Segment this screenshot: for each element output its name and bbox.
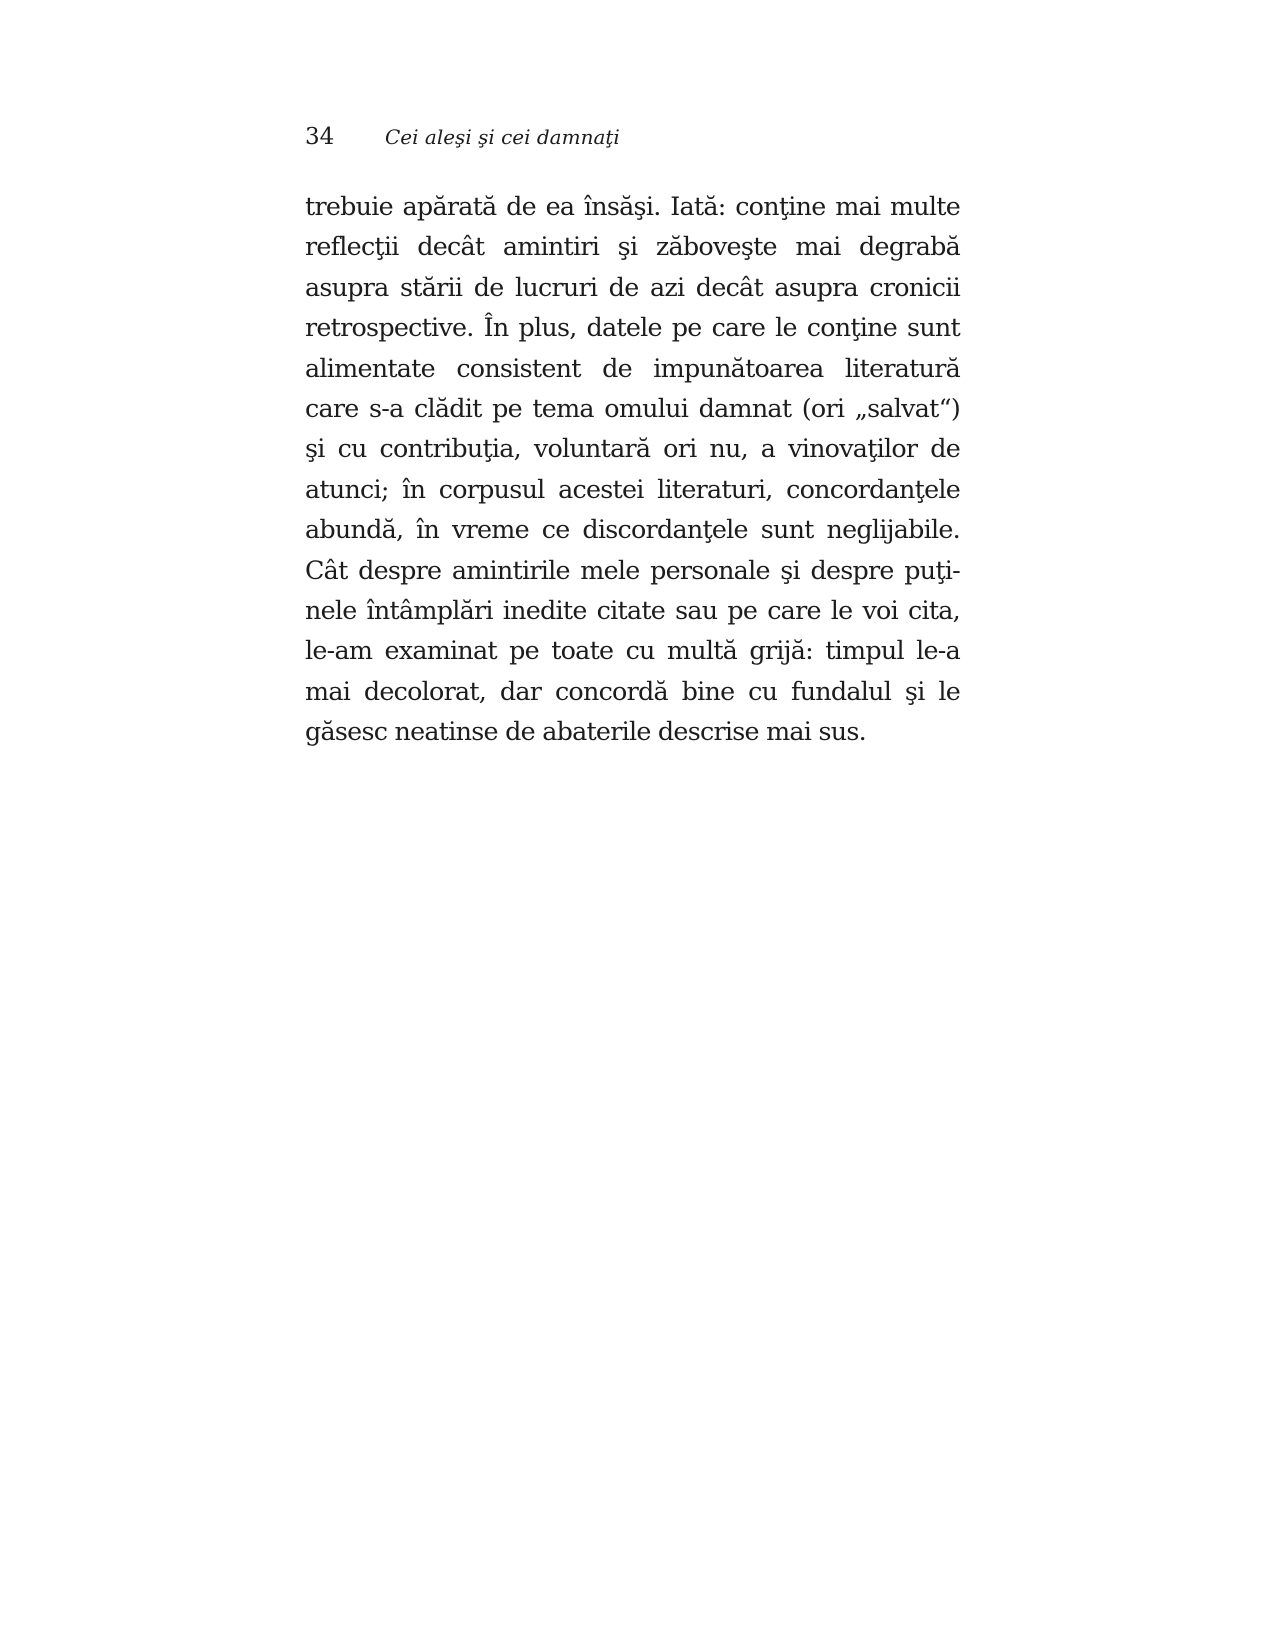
page-header <box>305 122 965 154</box>
text-line: alimentate consistent de impunătoarea literatură <box>305 352 960 383</box>
running-title: Cei aleşi şi cei damnaţi <box>385 125 620 149</box>
text-line: trebuie apărată de ea însăşi. Iată: conţine mai multe <box>305 191 960 221</box>
page-number: 34 <box>305 124 335 150</box>
text-line: mai decolorat, dar concordă bine cu fundalul şi le <box>305 675 960 706</box>
text-line: nele întâmplări inedite citate sau pe care le voi cita, <box>305 594 960 625</box>
text-line: care s-a clădit pe tema omului damnat (ori „salvat“) <box>305 392 960 423</box>
text-line: reflecţii decât amintiri şi zăboveşte mai degrabă <box>305 231 960 262</box>
text-line: găsesc neatinse de abaterile descrise mai sus. <box>305 716 866 747</box>
body-paragraph <box>305 186 960 751</box>
text-line: Cât despre amintirile mele personale şi despre puţi- <box>305 554 960 585</box>
text-line: atunci; în corpusul acestei literaturi, concordanţele <box>305 473 960 504</box>
text-line: asupra stării de lucruri de azi decât asupra cronicii <box>305 271 960 302</box>
text-line: le-am examinat pe toate cu multă grijă: timpul le-a <box>305 635 960 666</box>
text-line: retrospective. În plus, datele pe care le conţine sunt <box>305 312 960 343</box>
text-line: abundă, în vreme ce discordanţele sunt neglijabile. <box>305 514 960 545</box>
text-line: şi cu contribuţia, voluntară ori nu, a vinovaţilor de <box>305 433 960 464</box>
